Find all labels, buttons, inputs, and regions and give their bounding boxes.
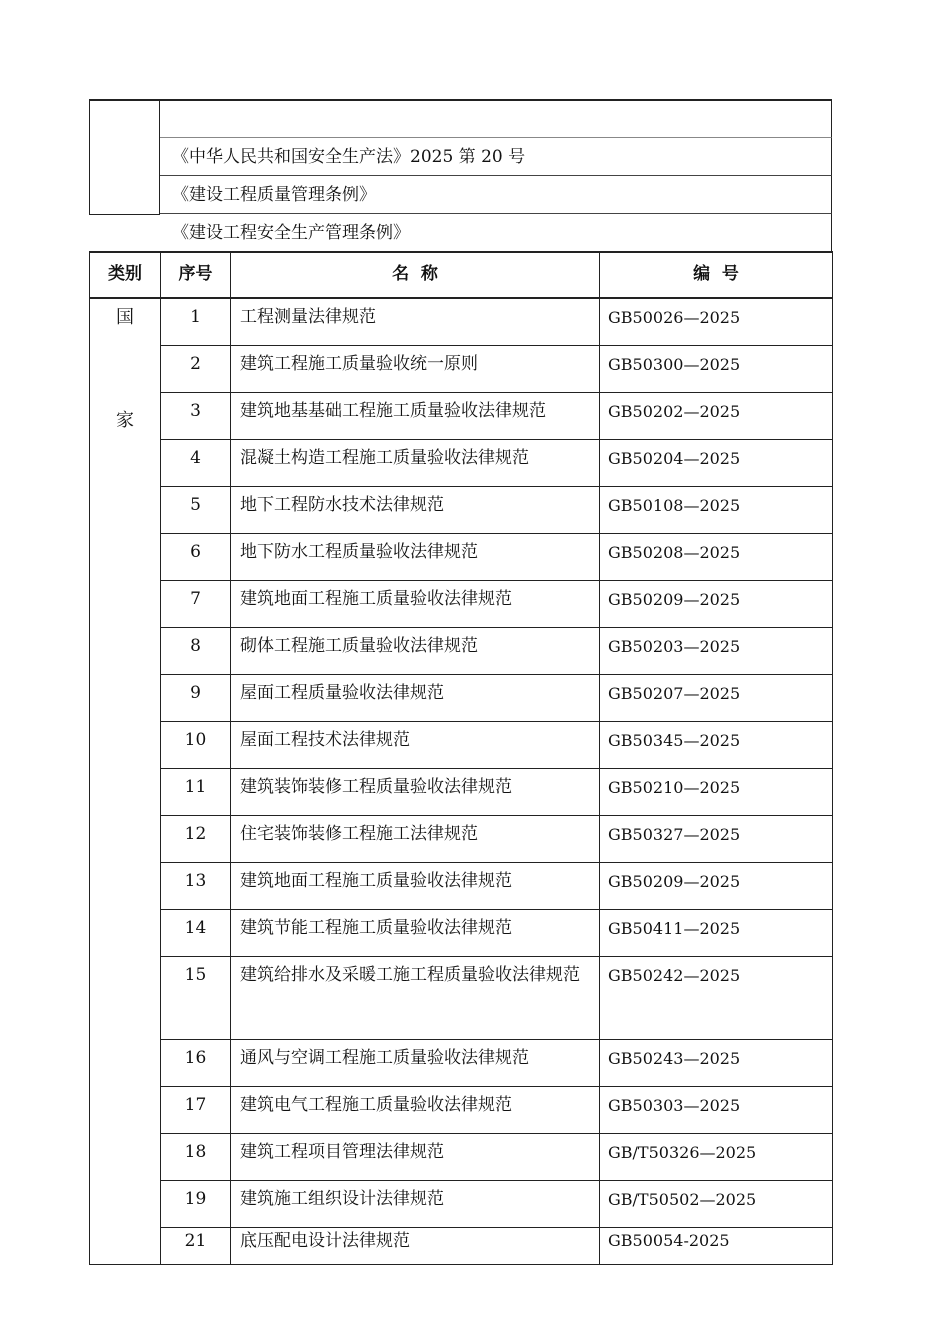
category-char: 家 — [116, 410, 134, 431]
table-row — [90, 581, 833, 628]
code-cell: GB50210—2025 — [600, 769, 833, 816]
seq-cell: 13 — [161, 863, 231, 910]
code-cell: GB50243—2025 — [600, 1040, 833, 1087]
table-row — [90, 816, 833, 863]
code-cell: GB50026—2025 — [600, 298, 833, 346]
seq-cell: 11 — [161, 769, 231, 816]
code-cell: GB/T50502—2025 — [600, 1181, 833, 1228]
table-row — [90, 1134, 833, 1181]
name-cell: 屋面工程技术法律规范 — [231, 722, 600, 769]
name-cell: 地下工程防水技术法律规范 — [231, 487, 600, 534]
header-code: 编 号 — [600, 252, 833, 298]
seq-cell: 21 — [161, 1228, 231, 1265]
table-row — [90, 863, 833, 910]
name-cell: 住宅装饰装修工程施工法律规范 — [231, 816, 600, 863]
name-cell: 建筑电气工程施工质量验收法律规范 — [231, 1087, 600, 1134]
seq-cell: 2 — [161, 346, 231, 393]
name-cell: 屋面工程质量验收法律规范 — [231, 675, 600, 722]
seq-cell: 6 — [161, 534, 231, 581]
name-cell: 建筑工程项目管理法律规范 — [231, 1134, 600, 1181]
category-char: 国 — [116, 307, 134, 328]
table-row — [90, 1228, 833, 1265]
seq-cell: 18 — [161, 1134, 231, 1181]
code-cell: GB50327—2025 — [600, 816, 833, 863]
seq-cell: 4 — [161, 440, 231, 487]
name-cell: 混凝土构造工程施工质量验收法律规范 — [231, 440, 600, 487]
table-row — [90, 769, 833, 816]
seq-cell: 10 — [161, 722, 231, 769]
name-cell: 通风与空调工程施工质量验收法律规范 — [231, 1040, 600, 1087]
seq-cell: 3 — [161, 393, 231, 440]
table-row — [90, 910, 833, 957]
code-cell: GB50203—2025 — [600, 628, 833, 675]
seq-cell: 8 — [161, 628, 231, 675]
table-row — [90, 440, 833, 487]
code-cell: GB50204—2025 — [600, 440, 833, 487]
header-category: 类别 — [90, 252, 161, 298]
seq-cell: 9 — [161, 675, 231, 722]
code-cell: GB50300—2025 — [600, 346, 833, 393]
name-cell: 工程测量法律规范 — [231, 298, 600, 346]
code-cell: GB50209—2025 — [600, 581, 833, 628]
code-cell: GB50345—2025 — [600, 722, 833, 769]
seq-cell: 19 — [161, 1181, 231, 1228]
seq-cell: 5 — [161, 487, 231, 534]
code-cell: GB50411—2025 — [600, 910, 833, 957]
table-row — [90, 298, 833, 346]
seq-cell: 17 — [161, 1087, 231, 1134]
name-cell: 地下防水工程质量验收法律规范 — [231, 534, 600, 581]
seq-cell: 14 — [161, 910, 231, 957]
code-cell: GB50208—2025 — [600, 534, 833, 581]
name-cell: 建筑给排水及采暖工施工程质量验收法律规范 — [231, 957, 600, 1040]
law-item: 《中华人民共和国安全生产法》2025 第 20 号 — [160, 138, 832, 176]
name-cell: 底压配电设计法律规范 — [231, 1228, 600, 1265]
name-cell: 砌体工程施工质量验收法律规范 — [231, 628, 600, 675]
table-row — [90, 957, 833, 1040]
laws-blank-row — [160, 101, 832, 138]
code-cell: GB50303—2025 — [600, 1087, 833, 1134]
table-row — [90, 1087, 833, 1134]
name-cell: 建筑地基基础工程施工质量验收法律规范 — [231, 393, 600, 440]
table-row — [90, 722, 833, 769]
seq-cell: 12 — [161, 816, 231, 863]
code-cell: GB50202—2025 — [600, 393, 833, 440]
code-cell: GB50209—2025 — [600, 863, 833, 910]
name-cell: 建筑节能工程施工质量验收法律规范 — [231, 910, 600, 957]
table-row — [90, 628, 833, 675]
seq-cell: 15 — [161, 957, 231, 1040]
name-cell: 建筑装饰装修工程质量验收法律规范 — [231, 769, 600, 816]
laws-category-cell — [89, 101, 160, 215]
table-row — [90, 1040, 833, 1087]
table-row — [90, 534, 833, 581]
code-cell: GB/T50326—2025 — [600, 1134, 833, 1181]
seq-cell: 16 — [161, 1040, 231, 1087]
code-cell: GB50207—2025 — [600, 675, 833, 722]
header-seq: 序号 — [161, 252, 231, 298]
category-cell — [90, 298, 161, 1265]
name-cell: 建筑工程施工质量验收统一原则 — [231, 346, 600, 393]
seq-cell: 1 — [161, 298, 231, 346]
code-cell: GB50108—2025 — [600, 487, 833, 534]
law-item: 《建设工程质量管理条例》 — [160, 176, 832, 214]
table-row — [90, 393, 833, 440]
table-row — [90, 675, 833, 722]
law-item: 《建设工程安全生产管理条例》 — [160, 214, 832, 252]
table-header-row — [90, 252, 833, 298]
table-row — [90, 346, 833, 393]
seq-cell: 7 — [161, 581, 231, 628]
standards-table — [89, 251, 833, 1265]
name-cell: 建筑地面工程施工质量验收法律规范 — [231, 581, 600, 628]
name-cell: 建筑施工组织设计法律规范 — [231, 1181, 600, 1228]
header-name: 名 称 — [231, 252, 600, 298]
name-cell: 建筑地面工程施工质量验收法律规范 — [231, 863, 600, 910]
table-row — [90, 487, 833, 534]
table-row — [90, 1181, 833, 1228]
code-cell: GB50242—2025 — [600, 957, 833, 1040]
code-cell: GB50054-2025 — [600, 1228, 833, 1265]
